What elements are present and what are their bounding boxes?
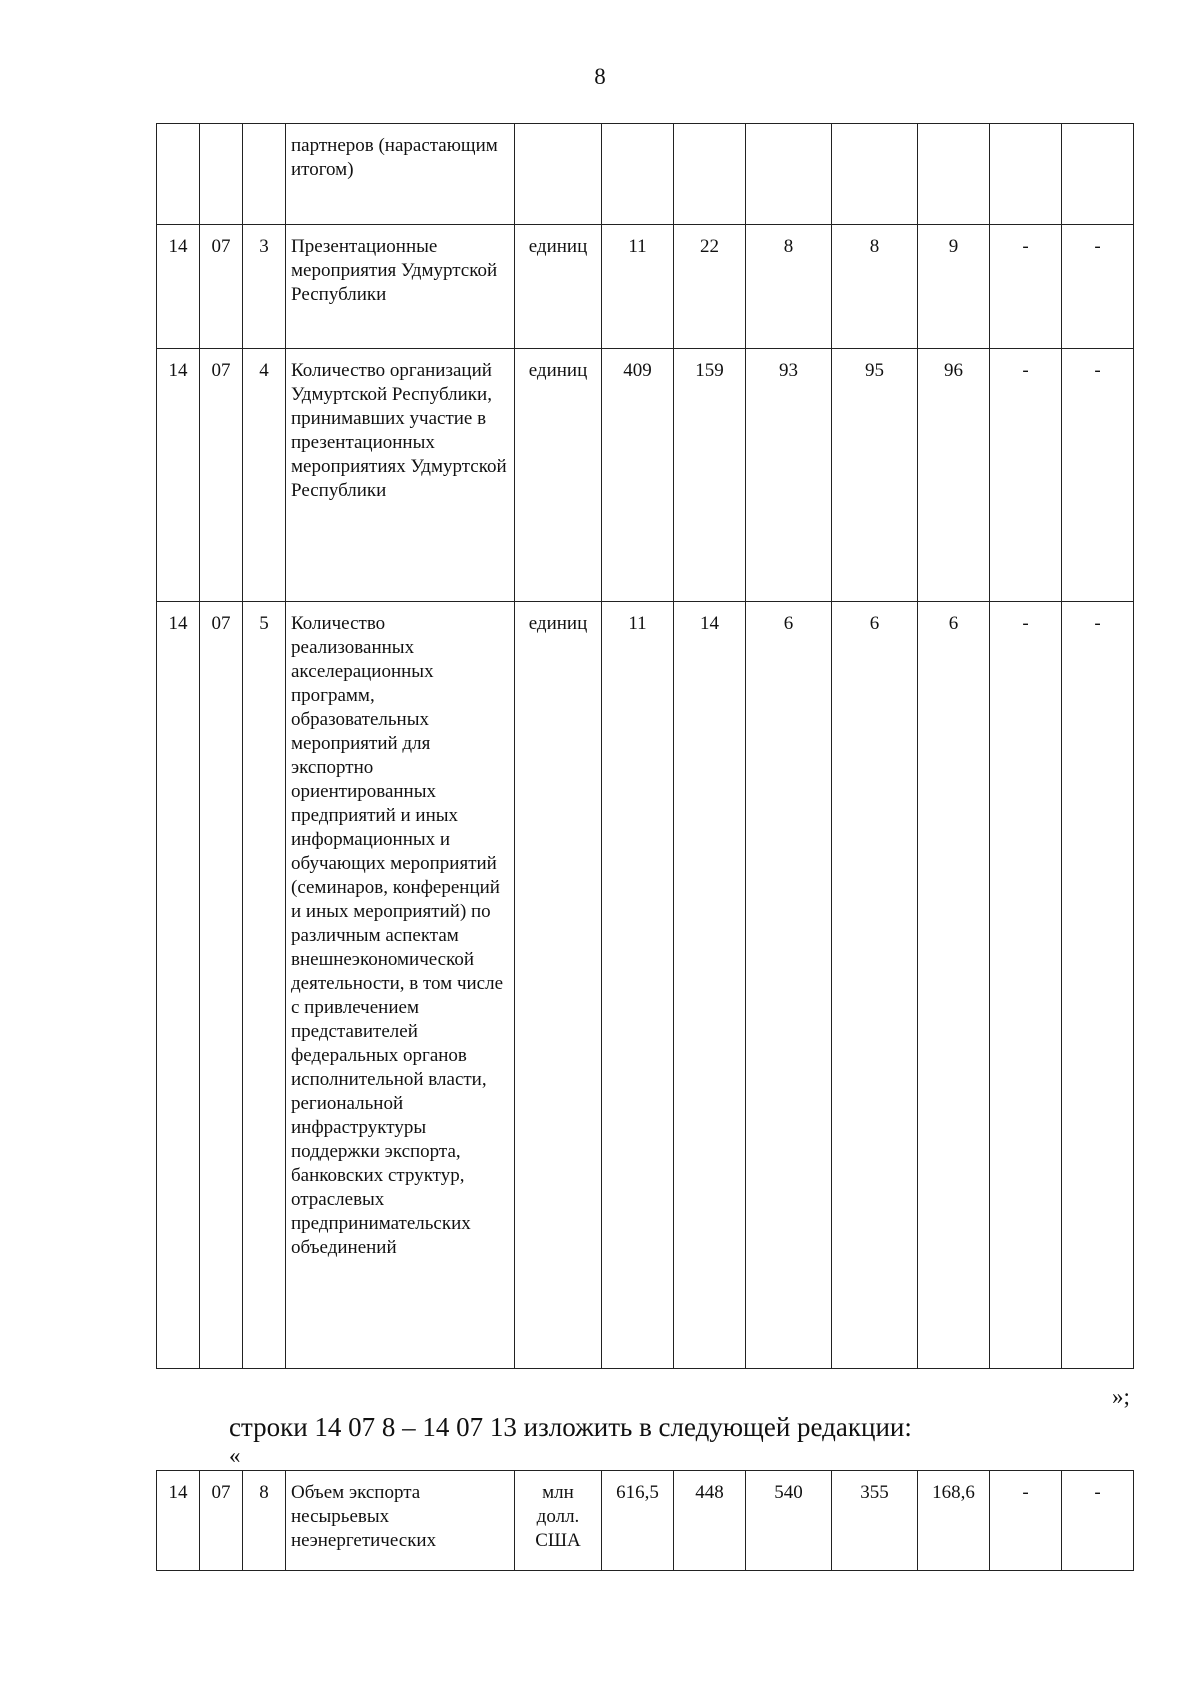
value-cell bbox=[990, 124, 1062, 225]
value-cell: - bbox=[990, 225, 1062, 349]
code-section-cell: 14 bbox=[157, 1471, 200, 1571]
unit-cell: единиц bbox=[515, 225, 602, 349]
value-cell: - bbox=[990, 349, 1062, 602]
opening-quote: « bbox=[229, 1443, 241, 1468]
amendment-instruction: строки 14 07 8 – 14 07 13 изложить в следующей редакции: bbox=[229, 1412, 912, 1442]
value-cell: 9 bbox=[918, 225, 990, 349]
value-cell: 159 bbox=[674, 349, 746, 602]
table-row bbox=[157, 602, 1134, 1369]
code-section-cell: 14 bbox=[157, 225, 200, 349]
value-cell: 355 bbox=[832, 1471, 918, 1571]
indicator-name-cell: Объем экспорта несырьевых неэнергетических bbox=[286, 1471, 515, 1571]
indicator-name-cell: Количество реализованных акселерационных программ, образовательных мероприятий для экспортно ориентированных предприятий и иных информационных и обучающих мероприятий (семинаров, конференций и иных мероприятий) по различным аспектам внешнеэкономической деятельности, в том числе с привлечением представителей федеральных органов исполнительной власти, региональной инфраструктуры поддержки экспорта, банковских структур, отраслевых предпринимательских объединений bbox=[286, 602, 515, 1369]
unit-cell: млн долл. США bbox=[515, 1471, 602, 1571]
value-cell bbox=[746, 124, 832, 225]
value-cell: 409 bbox=[602, 349, 674, 602]
table-row bbox=[157, 124, 1134, 225]
indicator-name-cell: Количество организаций Удмуртской Республики, принимавших участие в презентационных мероприятиях Удмуртской Республики bbox=[286, 349, 515, 602]
value-cell: 8 bbox=[746, 225, 832, 349]
value-cell: 6 bbox=[918, 602, 990, 1369]
value-cell bbox=[1062, 124, 1134, 225]
value-cell: 448 bbox=[674, 1471, 746, 1571]
page-number: 8 bbox=[594, 64, 606, 89]
value-cell: - bbox=[1062, 1471, 1134, 1571]
indicators-table-continued bbox=[156, 123, 1134, 1369]
unit-cell: единиц bbox=[515, 349, 602, 602]
code-section-cell: 14 bbox=[157, 349, 200, 602]
value-cell: 93 bbox=[746, 349, 832, 602]
value-cell bbox=[918, 124, 990, 225]
value-cell: 22 bbox=[674, 225, 746, 349]
code-subsection-cell: 07 bbox=[200, 1471, 243, 1571]
value-cell: 168,6 bbox=[918, 1471, 990, 1571]
value-cell bbox=[602, 124, 674, 225]
unit-cell: единиц bbox=[515, 602, 602, 1369]
value-cell: 616,5 bbox=[602, 1471, 674, 1571]
value-cell: - bbox=[990, 602, 1062, 1369]
value-cell: 8 bbox=[832, 225, 918, 349]
code-section-cell: 14 bbox=[157, 602, 200, 1369]
code-subsection-cell: 07 bbox=[200, 602, 243, 1369]
table-row bbox=[157, 225, 1134, 349]
code-item-cell: 3 bbox=[243, 225, 286, 349]
value-cell: - bbox=[1062, 225, 1134, 349]
value-cell: - bbox=[1062, 602, 1134, 1369]
value-cell: 96 bbox=[918, 349, 990, 602]
value-cell: 6 bbox=[746, 602, 832, 1369]
indicator-name-cell: партнеров (нарастающим итогом) bbox=[286, 124, 515, 225]
value-cell: 11 bbox=[602, 225, 674, 349]
code-item-cell bbox=[243, 124, 286, 225]
code-item-cell: 4 bbox=[243, 349, 286, 602]
code-subsection-cell bbox=[200, 124, 243, 225]
table-row bbox=[157, 349, 1134, 602]
value-cell: 11 bbox=[602, 602, 674, 1369]
code-section-cell bbox=[157, 124, 200, 225]
value-cell: - bbox=[990, 1471, 1062, 1571]
table-row bbox=[157, 1471, 1134, 1571]
value-cell: 540 bbox=[746, 1471, 832, 1571]
indicators-table-new bbox=[156, 1470, 1134, 1571]
indicator-name-cell: Презентационные мероприятия Удмуртской Республики bbox=[286, 225, 515, 349]
unit-cell bbox=[515, 124, 602, 225]
value-cell: 6 bbox=[832, 602, 918, 1369]
code-item-cell: 5 bbox=[243, 602, 286, 1369]
value-cell: 95 bbox=[832, 349, 918, 602]
value-cell: 14 bbox=[674, 602, 746, 1369]
value-cell bbox=[674, 124, 746, 225]
closing-quote: »; bbox=[1112, 1384, 1130, 1409]
value-cell bbox=[832, 124, 918, 225]
code-item-cell: 8 bbox=[243, 1471, 286, 1571]
value-cell: - bbox=[1062, 349, 1134, 602]
code-subsection-cell: 07 bbox=[200, 225, 243, 349]
code-subsection-cell: 07 bbox=[200, 349, 243, 602]
